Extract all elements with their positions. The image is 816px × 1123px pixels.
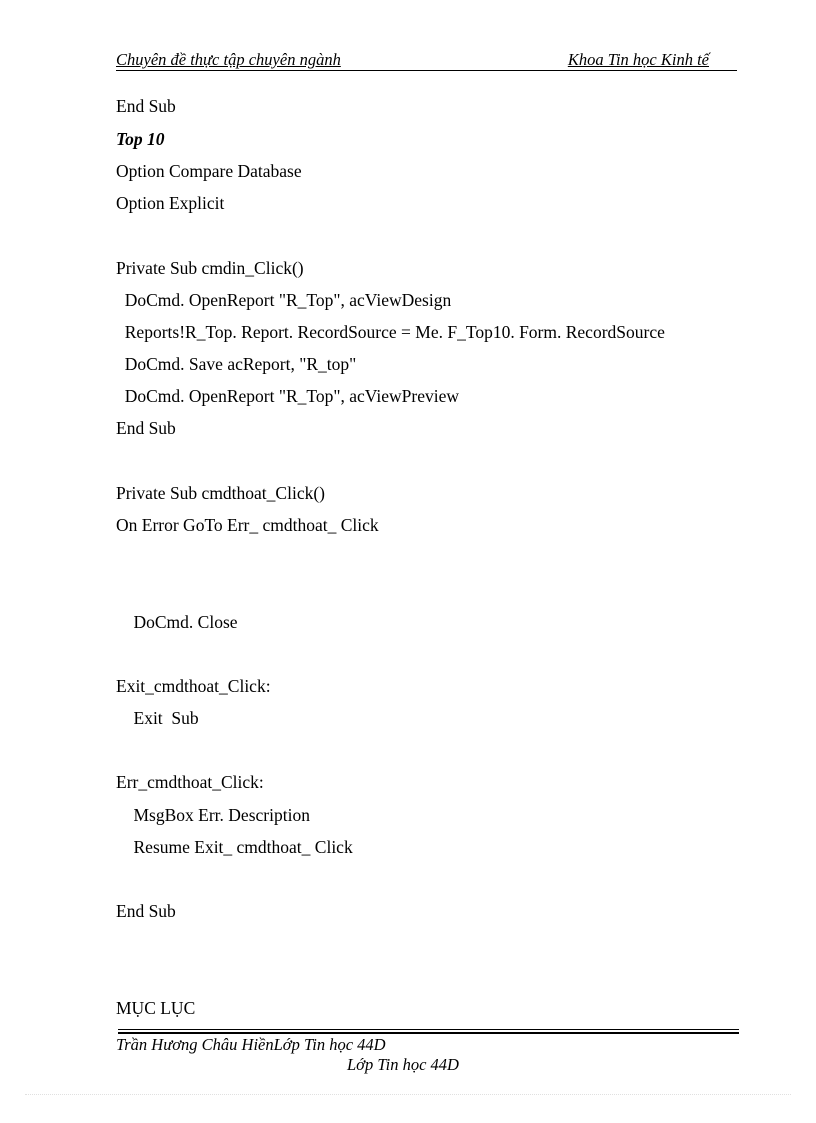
code-line: Reports!R_Top. Report. RecordSource = Me. F_Top10. Form. RecordSource bbox=[116, 322, 665, 342]
footer-class: Lớp Tin học 44D bbox=[347, 1055, 459, 1074]
code-line: MsgBox Err. Description bbox=[116, 805, 310, 825]
code-line: Resume Exit_ cmdthoat_ Click bbox=[116, 837, 353, 857]
header-right-title: Khoa Tin học Kinh tế bbox=[567, 50, 709, 69]
code-line: DoCmd. OpenReport "R_Top", acViewDesign bbox=[116, 290, 452, 310]
code-line: On Error GoTo Err_ cmdthoat_ Click bbox=[116, 515, 379, 535]
code-line: Private Sub cmdin_Click() bbox=[116, 258, 304, 278]
code-line: End Sub bbox=[116, 901, 176, 921]
footer-divider-thick bbox=[118, 1032, 739, 1034]
header-left-title: Chuyên đề thực tập chuyên ngành bbox=[116, 50, 341, 69]
section-heading: Top 10 bbox=[116, 129, 165, 149]
code-line: DoCmd. Save acReport, "R_top" bbox=[116, 354, 357, 374]
code-line: DoCmd. Close bbox=[116, 612, 238, 632]
code-line: End Sub bbox=[116, 418, 176, 438]
page-header bbox=[116, 50, 737, 71]
toc-heading: MỤC LỤC bbox=[116, 998, 196, 1018]
code-line: Err_cmdthoat_Click: bbox=[116, 772, 264, 792]
page-bottom-edge bbox=[25, 1094, 791, 1095]
code-line: Exit Sub bbox=[116, 708, 199, 728]
code-line: Option Compare Database bbox=[116, 161, 302, 181]
code-line: DoCmd. OpenReport "R_Top", acViewPreview bbox=[116, 386, 459, 406]
code-line: End Sub bbox=[116, 96, 176, 116]
code-line: Private Sub cmdthoat_Click() bbox=[116, 483, 325, 503]
code-line: Exit_cmdthoat_Click: bbox=[116, 676, 271, 696]
code-line: Option Explicit bbox=[116, 193, 225, 213]
footer-author: Trần Hương Châu HiềnLớp Tin học 44D bbox=[116, 1035, 386, 1054]
footer-divider bbox=[118, 1029, 739, 1030]
